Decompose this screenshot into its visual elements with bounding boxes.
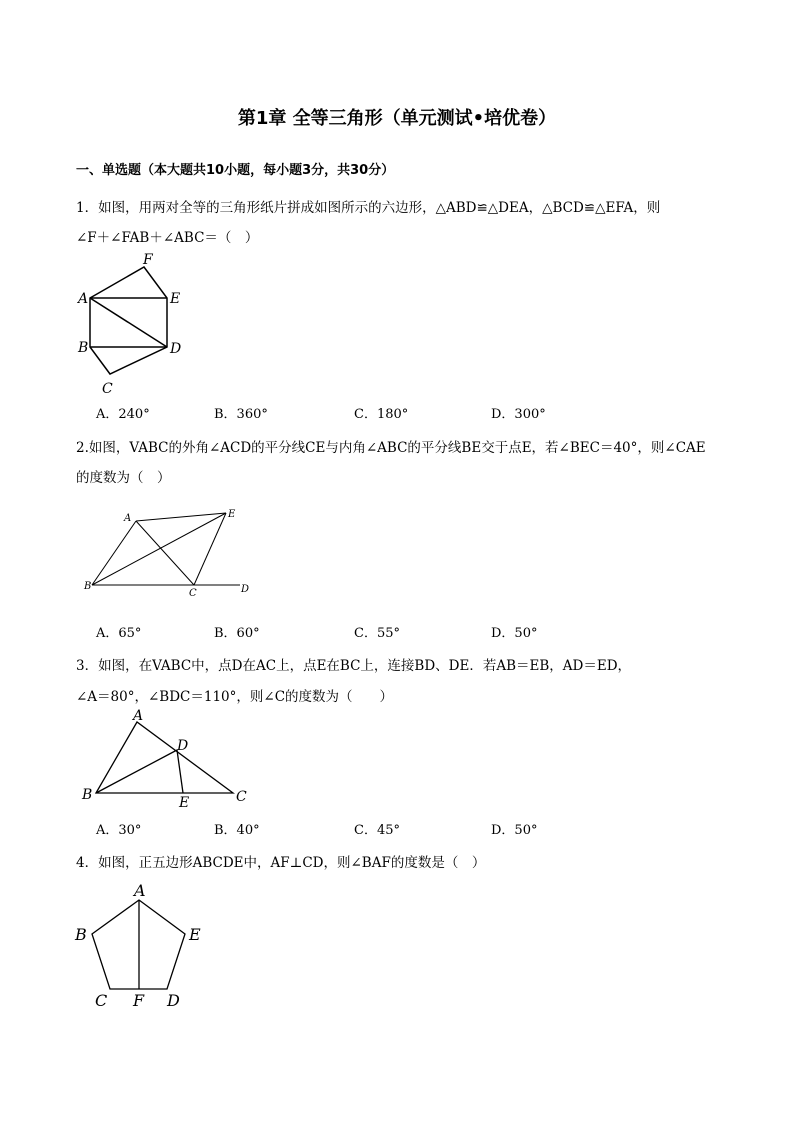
- q4-label-d: D: [167, 991, 180, 1010]
- q1-label-d: D: [170, 341, 182, 357]
- q3-label-a: A: [133, 708, 144, 724]
- q4-label-b: B: [75, 925, 87, 944]
- q1-option-a[interactable]: A．240°: [96, 407, 150, 422]
- q1-option-b[interactable]: B．360°: [214, 407, 268, 422]
- q3-option-c[interactable]: C．45°: [354, 823, 400, 838]
- question-4-line-1: 4．如图，正五边形ABCDE中，AF⊥CD，则∠BAF的度数是（ ）: [76, 855, 486, 871]
- q3-option-b[interactable]: B．40°: [214, 823, 260, 838]
- q2-option-a[interactable]: A．65°: [96, 626, 142, 641]
- question-3-line-1: 3．如图，在VABC中，点D在AC上，点E在BC上，连接BD、DE．若AB＝EB，AD＝ED，: [76, 658, 632, 674]
- q4-label-f: F: [133, 991, 145, 1010]
- q3-option-d[interactable]: D．50°: [491, 823, 538, 838]
- q3-option-a[interactable]: A．30°: [96, 823, 142, 838]
- question-1-line-1: 1．如图，用两对全等的三角形纸片拼成如图所示的六边形，△ABD≌△DEA，△BCD≌△EFA，则: [76, 200, 661, 216]
- q3-label-d: D: [177, 738, 189, 754]
- q3-label-e: E: [179, 795, 190, 811]
- q4-label-c: C: [95, 991, 108, 1010]
- question-2-line-2: 的度数为（ ）: [76, 470, 171, 486]
- q1-option-c[interactable]: C．180°: [354, 407, 409, 422]
- q2-label-e: E: [228, 509, 236, 520]
- q3-label-c: C: [236, 789, 247, 805]
- question-3-line-2: ∠A＝80°，∠BDC＝110°，则∠C的度数为（ ）: [76, 689, 394, 705]
- q2-option-c[interactable]: C．55°: [354, 626, 400, 641]
- q1-label-b: B: [78, 340, 89, 356]
- q2-option-d[interactable]: D．50°: [491, 626, 538, 641]
- q4-label-e: E: [189, 925, 201, 944]
- q3-label-b: B: [82, 787, 93, 803]
- q2-label-c: C: [189, 588, 197, 599]
- q4-label-a: A: [134, 881, 146, 900]
- q1-label-e: E: [170, 291, 181, 307]
- question-1-line-2: ∠F＋∠FAB＋∠ABC＝（ ）: [76, 230, 259, 246]
- q1-label-c: C: [102, 381, 113, 397]
- page-title: 第1章 全等三角形（单元测试•培优卷）: [237, 108, 557, 129]
- q2-label-b: B: [84, 581, 92, 592]
- q2-label-d: D: [241, 584, 250, 595]
- q2-option-b[interactable]: B．60°: [214, 626, 260, 641]
- section-heading: 一、单选题（本大题共10小题，每小题3分，共30分）: [76, 163, 395, 178]
- q1-label-f: F: [143, 252, 153, 268]
- question-2-line-1: 2.如图，VABC的外角∠ACD的平分线CE与内角∠ABC的平分线BE交于点E，若∠BEC＝40°，则∠CAE: [76, 440, 706, 456]
- q2-label-a: A: [124, 513, 132, 524]
- q1-option-d[interactable]: D．300°: [491, 407, 546, 422]
- q1-label-a: A: [78, 291, 89, 307]
